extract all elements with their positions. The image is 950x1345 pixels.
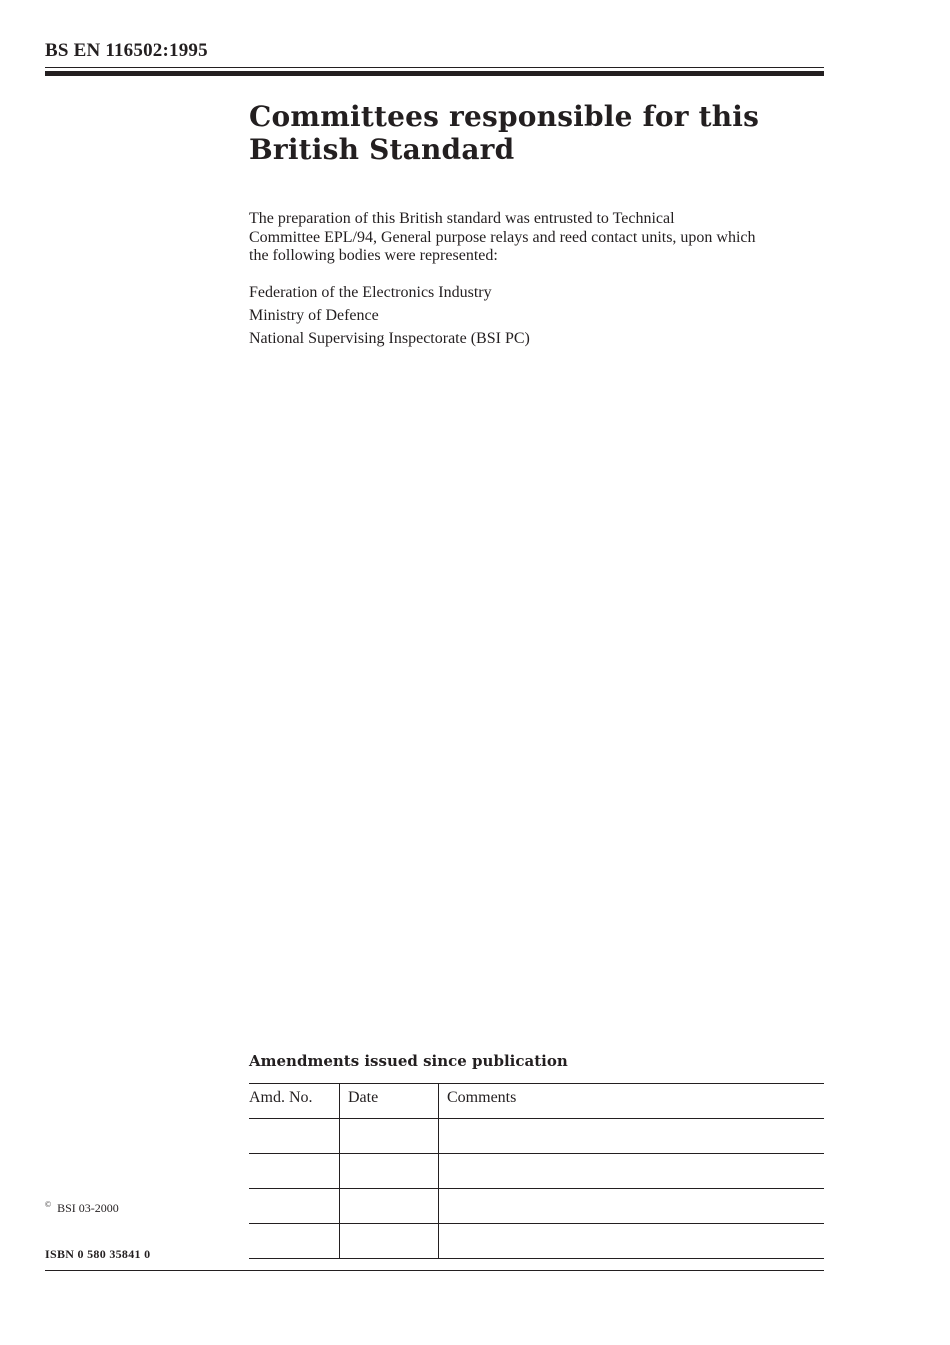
isbn: ISBN 0 580 35841 0 [45,1247,151,1261]
list-item: Federation of the Electronics Industry [249,284,492,301]
title-line-2: British Standard [249,133,515,166]
list-item: Ministry of Defence [249,307,379,324]
list-item: National Supervising Inspectorate (BSI PC) [249,330,530,347]
page-title [249,100,824,166]
intro-line-1: The preparation of this British standard was entrusted to Technical [249,210,675,227]
table-cell [340,1154,439,1189]
table-cell [249,1119,340,1154]
table-cell [340,1224,439,1259]
intro-line-3: the following bodies were represented: [249,247,498,264]
table-cell [249,1189,340,1224]
intro-line-2: Committee EPL/94, General purpose relays and reed contact units, upon which [249,228,756,246]
column-header-amd-no: Amd. No. [249,1084,340,1119]
table-row [249,1154,824,1189]
table-cell [439,1119,825,1154]
amendments-heading: Amendments issued since publication [249,1052,568,1070]
intro-paragraph [249,210,829,266]
table-header-row [249,1084,824,1119]
copyright-text: BSI 03-2000 [57,1201,119,1215]
amendments-table [249,1083,824,1259]
header-rule-thin [45,67,824,68]
table-row [249,1119,824,1154]
column-header-date: Date [340,1084,439,1119]
table-cell [249,1224,340,1259]
table-cell [439,1189,825,1224]
represented-bodies-list [249,281,530,350]
title-line-1: Committees responsible for this [249,100,760,133]
table-row [249,1189,824,1224]
table-row [249,1224,824,1259]
standard-number: BS EN 116502:1995 [45,40,208,61]
copyright-symbol: © [45,1200,52,1209]
table-cell [439,1154,825,1189]
table-cell [340,1189,439,1224]
header-rule-thick [45,71,824,76]
table-cell [249,1154,340,1189]
footer-rule [45,1270,824,1271]
copyright-notice [45,1200,119,1216]
table-cell [340,1119,439,1154]
column-header-comments: Comments [439,1084,825,1119]
table-cell [439,1224,825,1259]
